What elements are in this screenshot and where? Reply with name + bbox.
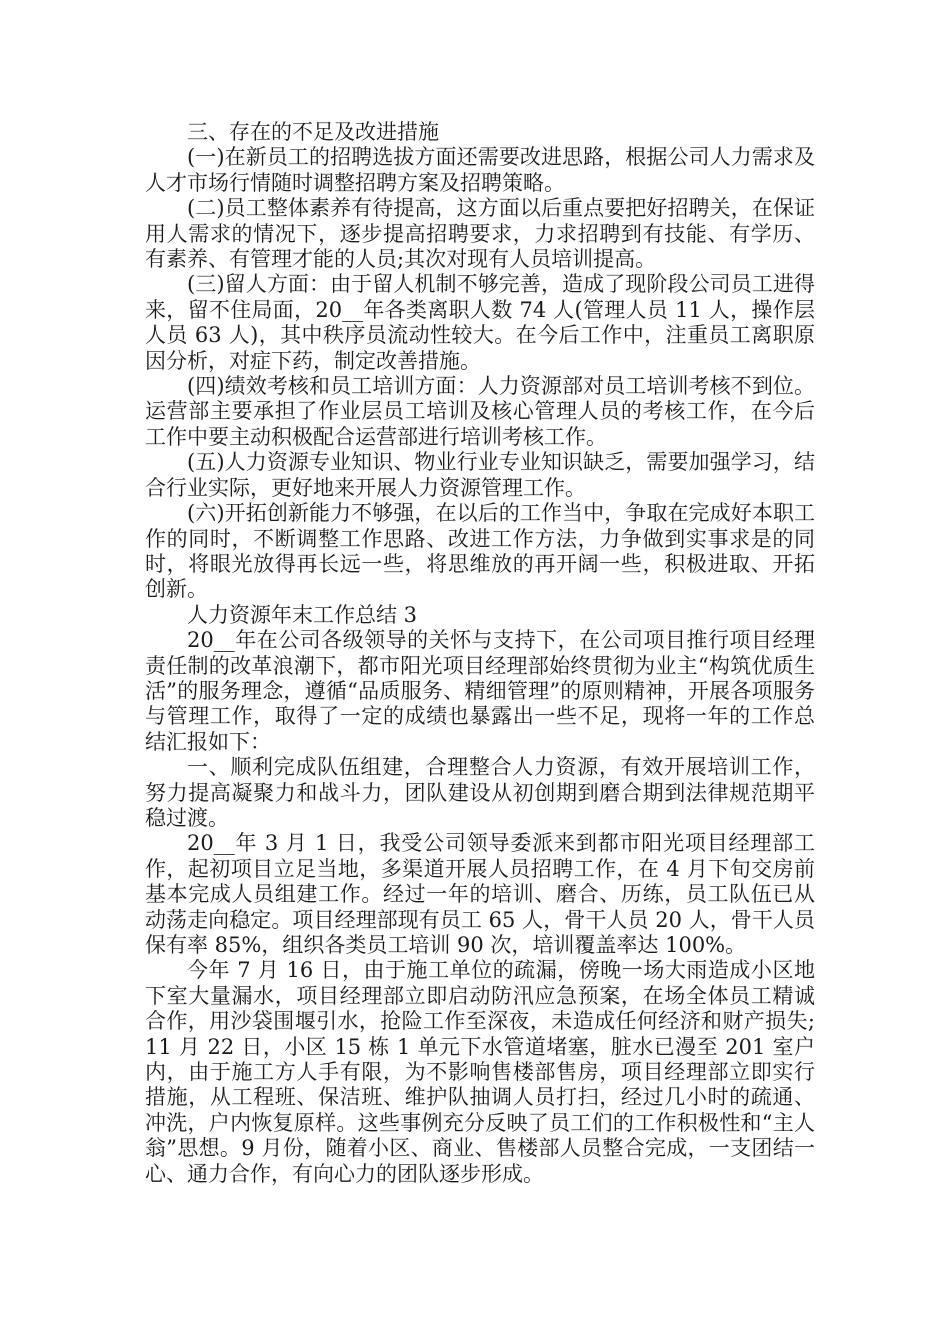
paragraph: (三)留人方面：由于留人机制不够完善，造成了现阶段公司员工进得来，留不住局面，20__年各类离职人数 74 人(管理人员 11 人，操作层人员 63 人)，其中秩序员流动性较大。在今后工作中，注重员工离职原因分析，对症下药，制定改善措施。 <box>145 272 815 373</box>
section-heading: 一、顺利完成队伍组建，合理整合人力资源，有效开展培训工作，努力提高凝聚力和战斗力，团队建设从初创期到磨合期到法律规范期平稳过渡。 <box>145 755 815 830</box>
document-page <box>145 120 815 1187</box>
paragraph: 20__年 3 月 1 日，我受公司领导委派来到都市阳光项目经理部工作，起初项目立足当地，多渠道开展人员招聘工作，在 4 月下旬交房前基本完成人员组建工作。经过一年的培训、磨合、历练，员工队伍已从动荡走向稳定。项目经理部现有员工 65 人，骨干人员 20 人，骨干人员保有率 85%，组织各类员工培训 90 次，培训覆盖率达 100%。 <box>145 831 815 957</box>
paragraph: 20__年在公司各级领导的关怀与支持下，在公司项目推行项目经理责任制的改革浪潮下，都市阳光项目经理部始终贯彻为业主“构筑优质生活”的服务理念，遵循“品质服务、精细管理”的原则精神，开展各项服务与管理工作，取得了一定的成绩也暴露出一些不足，现将一年的工作总结汇报如下： <box>145 628 815 754</box>
paragraph: (六)开拓创新能力不够强，在以后的工作当中，争取在完成好本职工作的同时，不断调整工作思路、改进工作方法，力争做到实事求是的同时，将眼光放得再长远一些，将思维放的再开阔一些，积极进取、开拓创新。 <box>145 501 815 602</box>
paragraph: (二)员工整体素养有待提高，这方面以后重点要把好招聘关，在保证用人需求的情况下，逐步提高招聘要求，力求招聘到有技能、有学历、有素养、有管理才能的人员;其次对现有人员培训提高。 <box>145 196 815 272</box>
paragraph: (五)人力资源专业知识、物业行业专业知识缺乏，需要加强学习，结合行业实际，更好地来开展人力资源管理工作。 <box>145 450 815 500</box>
document-title: 人力资源年末工作总结 3 <box>187 602 418 627</box>
paragraph: (一)在新员工的招聘选拔方面还需要改进思路，根据公司人力需求及人才市场行情随时调整招聘方案及招聘策略。 <box>145 145 815 195</box>
paragraph: (四)绩效考核和员工培训方面：人力资源部对员工培训考核不到位。运营部主要承担了作业层员工培训及核心管理人员的考核工作，在今后工作中要主动积极配合运营部进行培训考核工作。 <box>145 374 815 449</box>
paragraph: 今年 7 月 16 日，由于施工单位的疏漏，傍晚一场大雨造成小区地下室大量漏水，项目经理部立即启动防汛应急预案，在场全体员工精诚合作，用沙袋围堰引水，抢险工作至深夜，未造成任何经济和财产损失;11 月 22 日，小区 15 栋 1 单元下水管道堵塞，脏水已漫至 201 室户内，由于施工方人手有限，为不影响售楼部售房，项目经理部立即实行措施，从工程班、保洁班、维护队抽调人员打扫，经过几小时的疏通、冲洗，户内恢复原样。这些事例充分反映了员工们的工作积极性和“主人翁”思想。9 月份，随着小区、商业、售楼部人员整合完成，一支团结一心、通力合作，有向心力的团队逐步形成。 <box>145 958 815 1186</box>
section-heading: 三、存在的不足及改进措施 <box>187 120 439 144</box>
